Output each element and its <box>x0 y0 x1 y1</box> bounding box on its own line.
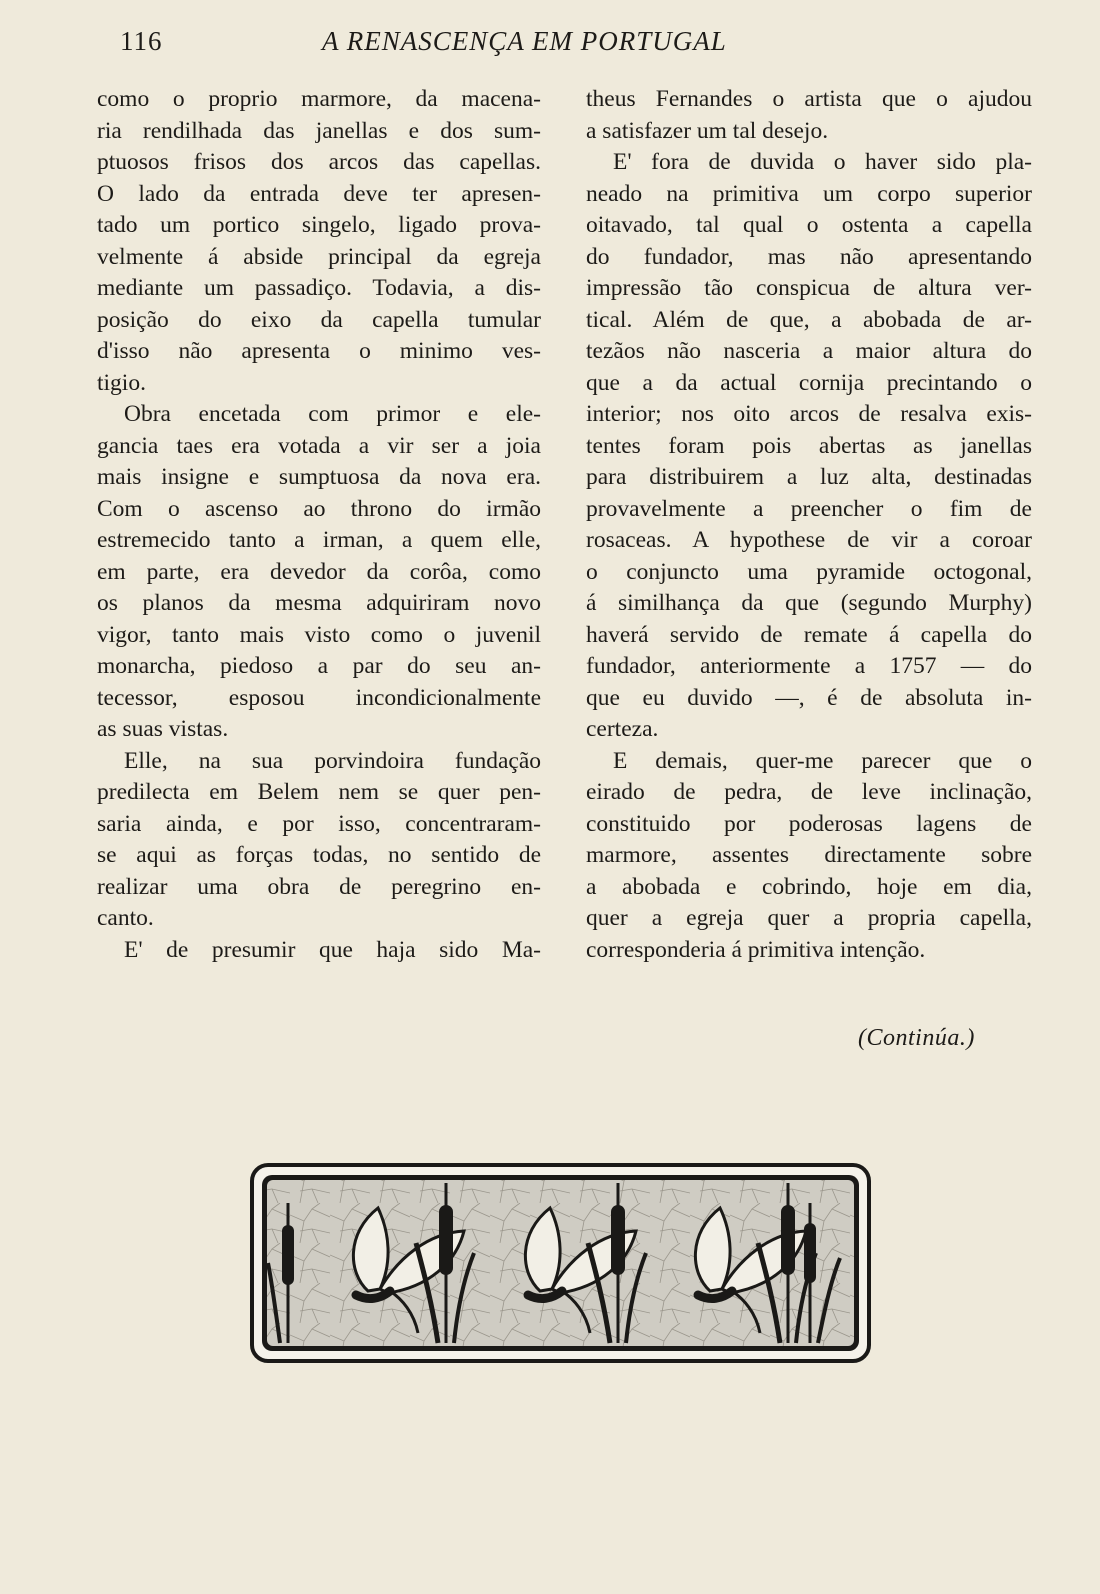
running-title: A RENASCENÇA EM PORTUGAL <box>322 26 727 56</box>
text-line: os planos da mesma adquiriram novo <box>97 590 541 616</box>
text-line: posição do eixo da capella tumular <box>97 306 541 333</box>
page-header <box>0 26 1100 66</box>
text-line: oitavado, tal qual o ostenta a capella <box>586 212 1032 238</box>
text-line: O lado da entrada deve ter apresen- <box>97 180 541 207</box>
text-line: velmente á abside principal da egreja <box>97 243 541 270</box>
text-line: quer a egreja quer a propria capella, <box>586 905 1032 931</box>
text-line: Com o ascenso ao throno do irmão <box>97 495 541 522</box>
text-line: ria rendilhada das janellas e dos sum- <box>97 117 541 144</box>
right-column <box>586 84 1032 966</box>
text-line: Elle, na sua porvindoira fundação <box>124 747 541 774</box>
text-line: á similhança da que (segundo Murphy) <box>586 590 1032 616</box>
text-line: impressão tão conspicua de altura ver- <box>586 275 1032 301</box>
cattail-flower-frieze-icon <box>250 1163 871 1363</box>
text-line: que eu duvido —, é de absoluta in- <box>586 684 1032 711</box>
text-line: theus Fernandes o artista que o ajudou <box>586 86 1032 112</box>
text-line: para distribuirem a luz alta, destinadas <box>586 464 1032 490</box>
text-line: monarcha, piedoso a par do seu an- <box>97 653 541 679</box>
text-line: mais insigne e sumptuosa da nova era. <box>97 464 541 490</box>
continuation-note: (Continúa.) <box>858 1025 975 1051</box>
text-line: tical. Além de que, a abobada de ar- <box>586 306 1032 333</box>
text-line: o conjuncto uma pyramide octogonal, <box>586 558 1032 585</box>
text-line: em parte, era devedor da corôa, como <box>97 558 541 585</box>
text-line: eirado de pedra, de leve inclinação, <box>586 779 1032 805</box>
text-line: fundador, anteriormente a 1757 — do <box>586 653 1032 679</box>
text-line: estremecido tanto a irman, a quem elle, <box>97 527 541 553</box>
text-line: corresponderia á primitiva intenção. <box>586 936 926 963</box>
text-line: realizar uma obra de peregrino en- <box>97 873 541 900</box>
text-line: interior; nos oito arcos de resalva exis- <box>586 401 1032 427</box>
text-line: marmore, assentes directamente sobre <box>586 842 1032 868</box>
page-number: 116 <box>120 26 163 56</box>
text-line: tentes foram pois abertas as janellas <box>586 432 1032 459</box>
text-line: tezãos não nasceria a maior altura do <box>586 338 1032 364</box>
text-line: saria ainda, e por isso, concentraram- <box>97 810 541 837</box>
left-column <box>97 84 541 966</box>
text-line: gancia taes era votada a vir ser a joia <box>97 432 541 459</box>
text-line: predilecta em Belem nem se quer pen- <box>97 779 541 805</box>
text-line: E' fora de duvida o haver sido pla- <box>613 149 1032 175</box>
text-line: mediante um passadiço. Todavia, a dis- <box>97 275 541 301</box>
text-line: as suas vistas. <box>97 716 229 742</box>
text-line: a abobada e cobrindo, hoje em dia, <box>586 873 1032 900</box>
text-line: neado na primitiva um corpo superior <box>586 180 1032 207</box>
text-line: canto. <box>97 905 154 931</box>
text-line: como o proprio marmore, da macena- <box>97 86 541 112</box>
text-line: tecessor, esposou incondicionalmente <box>97 684 541 711</box>
text-line: que a da actual cornija precintando o <box>586 369 1032 396</box>
text-line: constituido por poderosas lagens de <box>586 810 1032 837</box>
text-line: tado um portico singelo, ligado prova- <box>97 212 541 238</box>
text-line: Obra encetada com primor e ele- <box>124 401 541 427</box>
text-line: vigor, tanto mais visto como o juvenil <box>97 621 541 648</box>
text-line: se aqui as forças todas, no sentido de <box>97 842 541 868</box>
text-line: certeza. <box>586 716 659 742</box>
text-line: d'isso não apresenta o minimo ves- <box>97 338 541 364</box>
text-line: ptuosos frisos dos arcos das capellas. <box>97 149 541 175</box>
text-line: a satisfazer um tal desejo. <box>586 117 829 144</box>
text-line: E' de presumir que haja sido Ma- <box>124 936 541 963</box>
text-line: tigio. <box>97 369 146 396</box>
text-line: provavelmente a preencher o fim de <box>586 495 1032 522</box>
text-line: do fundador, mas não apresentando <box>586 243 1032 270</box>
text-line: rosaceas. A hypothese de vir a coroar <box>586 527 1032 553</box>
text-line: haverá servido de remate á capella do <box>586 621 1032 648</box>
text-line: E demais, quer-me parecer que o <box>613 747 1032 774</box>
